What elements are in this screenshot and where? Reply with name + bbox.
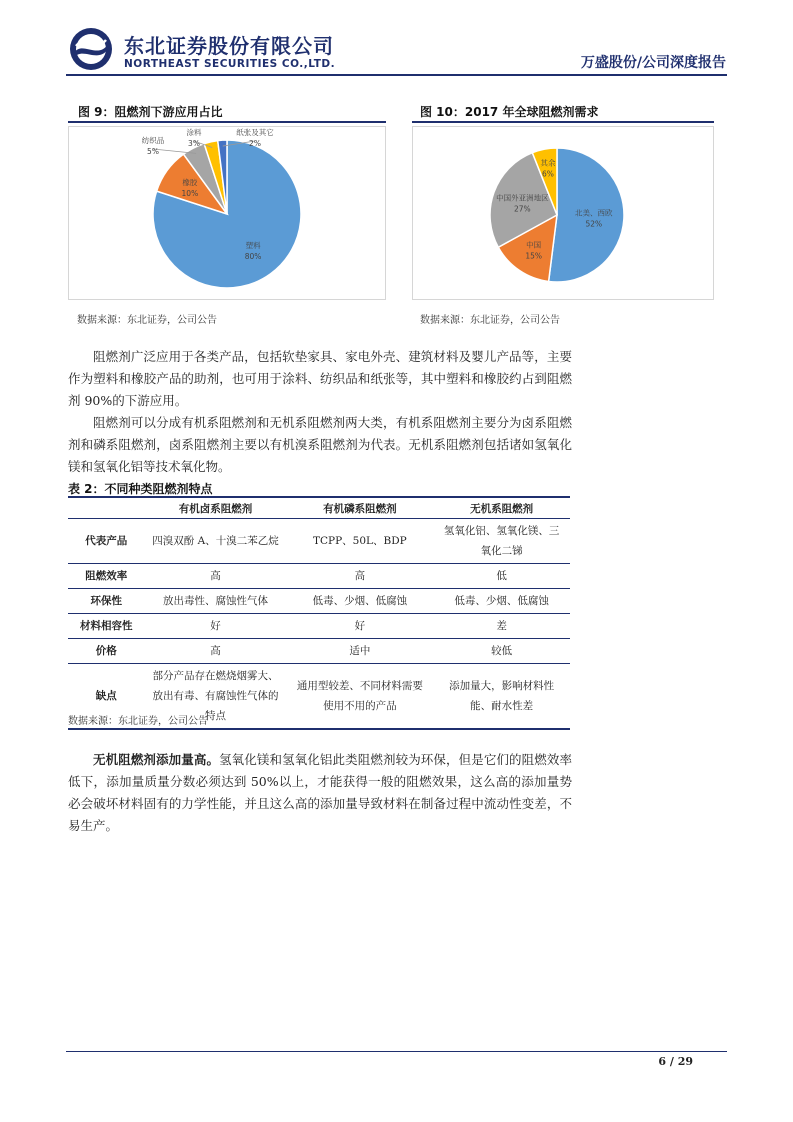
pie-label-category-1: 橡胶	[182, 178, 198, 188]
table-row-head: 阻燃效率	[68, 564, 145, 589]
table-cell: 较低	[433, 639, 570, 664]
company-name-en: NORTHEAST SECURITIES CO.,LTD.	[124, 58, 336, 70]
table-header-row	[68, 497, 570, 519]
figure9-chart	[68, 126, 386, 300]
figure10-source: 数据来源：东北证券，公司公告	[420, 315, 560, 326]
table-source: 数据来源：东北证券，公司公告	[68, 716, 208, 727]
pie-label-value-0: 80%	[244, 251, 262, 261]
pie-label-category-4: 纸张及其它	[236, 128, 274, 137]
paragraph-2	[68, 412, 572, 478]
table-cell: 低	[433, 564, 570, 589]
table-row	[68, 519, 570, 564]
report-title: 万盛股份/公司深度报告	[580, 55, 726, 71]
pie-label-value-4: 2%	[249, 139, 261, 148]
paragraph-3-text	[68, 749, 572, 837]
table-row	[68, 614, 570, 639]
figure9-title: 图 9：阻燃剂下游应用占比	[78, 105, 223, 119]
table-cell: 好	[145, 614, 287, 639]
paragraph-1-text: 阻燃剂广泛应用于各类产品，包括软垫家具、家电外壳、建筑材料及婴儿产品等，主要作为塑料和橡胶产品的助剂，也可用于涂料、纺织品和纸张等，其中塑料和橡胶约占到阻燃剂 90%的下游应用。	[68, 349, 572, 408]
pie-label-value-0: 52%	[585, 219, 603, 229]
paragraph-2-text: 阻燃剂可以分成有机系阻燃剂和无机系阻燃剂两大类，有机系阻燃剂主要分为卤系阻燃剂和磷系阻燃剂，卤系阻燃剂主要以有机溴系阻燃剂为代表。无机系阻燃剂包括诸如氢氧化镁和氢氧化铝等技术氧化物。	[68, 415, 572, 474]
paragraph-1	[68, 346, 572, 412]
pie-label-category-1: 中国	[526, 240, 542, 250]
pie-label-value-1: 10%	[181, 189, 199, 199]
table-cell: 高	[286, 564, 433, 589]
footer-rule	[66, 1051, 727, 1052]
flame-retardant-table	[68, 496, 570, 730]
table-cell: 通用型较差、不同材料需要使用不用的产品	[286, 664, 433, 730]
table-row	[68, 639, 570, 664]
table-cell: 差	[433, 614, 570, 639]
page-number: 6 / 29	[658, 1055, 693, 1068]
pie-chart-downstream	[69, 127, 385, 299]
figure10-chart	[412, 126, 714, 300]
pie-label-category-2: 中国外亚洲地区	[496, 193, 549, 203]
table-row-head: 材料相容性	[68, 614, 145, 639]
table-title: 表 2：不同种类阻燃剂特点	[68, 482, 213, 496]
table-header-cell: 有机磷系阻燃剂	[286, 497, 433, 519]
header-rule	[66, 74, 727, 76]
pie-label-value-3: 3%	[188, 139, 200, 148]
table-row-head: 代表产品	[68, 519, 145, 564]
table-cell: 部分产品存在燃烧烟雾大、放出有毒、有腐蚀性气体的特点	[145, 664, 287, 730]
table-cell: 添加量大，影响材料性能、耐水性差	[433, 664, 570, 730]
pie-label-category-0: 塑料	[245, 240, 261, 250]
table-header-cell: 无机系阻燃剂	[433, 497, 570, 519]
company-logo-icon	[68, 26, 114, 72]
pie-label-value-1: 15%	[525, 251, 542, 261]
table-row	[68, 589, 570, 614]
table-cell: 适中	[286, 639, 433, 664]
table-header-cell: 有机卤系阻燃剂	[145, 497, 287, 519]
pie-label-value-2: 5%	[147, 147, 159, 156]
table-header-cell	[68, 497, 145, 519]
table-cell: 高	[145, 564, 287, 589]
pie-label-value-3: 6%	[542, 169, 554, 179]
table-cell: 氢氧化铝、氢氧化镁、三氧化二锑	[433, 519, 570, 564]
paragraph-3	[68, 749, 572, 837]
table-row	[68, 564, 570, 589]
table-cell: 高	[145, 639, 287, 664]
pie-label-category-3: 其余	[540, 158, 556, 168]
table-cell: 四溴双酚 A、十溴二苯乙烷	[145, 519, 287, 564]
pie-label-value-2: 27%	[513, 204, 531, 214]
figure9-source: 数据来源：东北证券，公司公告	[77, 315, 217, 326]
figure9-rule	[68, 121, 386, 123]
paragraph-3-lead: 无机阻燃剂添加量高。	[93, 752, 220, 767]
figure10-rule	[412, 121, 714, 123]
company-name-cn: 东北证券股份有限公司	[124, 34, 334, 58]
table-cell: TCPP、50L、BDP	[286, 519, 433, 564]
pie-label-category-3: 涂料	[186, 128, 202, 137]
table-cell: 放出毒性、腐蚀性气体	[145, 589, 287, 614]
pie-label-category-2: 纺织品	[141, 136, 165, 145]
table-row-head: 价格	[68, 639, 145, 664]
table-cell: 低毒、少烟、低腐蚀	[433, 589, 570, 614]
table-row-head: 缺点	[68, 664, 145, 730]
table-cell: 好	[286, 614, 433, 639]
table-cell: 低毒、少烟、低腐蚀	[286, 589, 433, 614]
pie-label-category-0: 北美、西欧	[575, 208, 613, 218]
table-row-head: 环保性	[68, 589, 145, 614]
paragraph-3-body: 氢氧化镁和氢氧化铝此类阻燃剂较为环保，但是它们的阻燃效率低下，添加量质量分数必须达到 50%以上，才能获得一般的阻燃效果，这么高的添加量势必会破坏材料固有的力学性能，并且这么高的添加量导致材料在制备过程中流动性变差，不易生产。	[68, 752, 572, 833]
figure10-title: 图 10：2017 年全球阻燃剂需求	[420, 105, 599, 119]
pie-chart-global-demand	[413, 127, 713, 299]
